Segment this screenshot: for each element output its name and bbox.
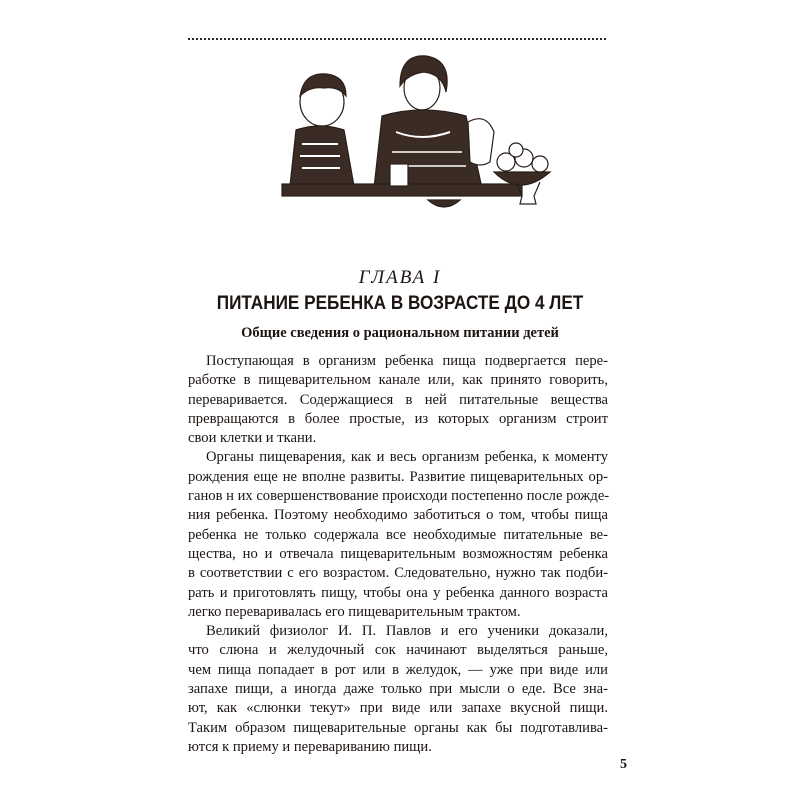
text-line: рождения еще не вполне развиты. Развитие пищеварительных ор- [188, 468, 608, 485]
text-line: работке в пищеварительном канале или, как принято говорить, [188, 372, 608, 389]
paragraph [188, 622, 608, 757]
text-line: в соответствии с его возрастом. Следовательно, нужно так подби- [188, 565, 608, 582]
body-text [188, 352, 608, 757]
text-line: легко переваривалась его пищеварительным трактом. [188, 603, 521, 620]
chapter-title: ПИТАНИЕ РЕБЕНКА В ВОЗРАСТЕ ДО 4 ЛЕТ [216, 292, 584, 314]
text-line: ния ребенка. Поэтому необходимо заботиться о том, чтобы пища [188, 507, 608, 524]
text-line: переваривается. Содержащиеся в ней питательные вещества [188, 391, 608, 408]
text-line: превращаются в более простые, из которых организм строит [188, 410, 608, 427]
chapter-number: ГЛАВА I [358, 267, 442, 288]
text-line: щества, но и отвечала пищеварительным возможностям ребенка [188, 545, 608, 562]
paragraph [188, 352, 608, 448]
text-line: ют, как «слюнки текут» при виде или запахе вкусной пищи. [188, 700, 608, 717]
top-dotted-rule [188, 38, 606, 40]
text-line: Таким образом пищеварительные органы как бы подготавлива- [188, 719, 608, 736]
text-line: Великий физиолог И. П. Павлов и его ученики доказали, [206, 623, 608, 640]
text-line: ребенка не только содержала все необходимые питательные ве- [188, 526, 608, 543]
text-line: рать и приготовлять пищу, чтобы она у ребенка данного возраста [188, 584, 608, 601]
text-line: ганов н их совершенствование происходи постепенно после рожде- [188, 488, 610, 505]
page-number: 5 [620, 757, 627, 772]
illustration-mother-and-child-at-table [272, 52, 564, 220]
text-line: Поступающая в организм ребенка пища подвергается пере- [206, 353, 608, 369]
text-line: свои клетки и ткани. [188, 430, 317, 447]
text-line: чем пища попадает в рот или в желудок, — уже при виде или [188, 661, 608, 678]
text-line: Органы пищеварения, как и весь организм ребенка, к моменту [206, 449, 608, 466]
paragraph [188, 448, 608, 622]
text-line: что слюна и желудочный сок начинают выделяться раньше, [188, 642, 608, 659]
section-title: Общие сведения о рациональном питании детей [241, 325, 559, 341]
text-line: ются к приему и перевариванию пищи. [188, 738, 432, 755]
text-line: запахе пищи, а иногда даже только при мысли о еде. Все зна- [188, 681, 608, 698]
